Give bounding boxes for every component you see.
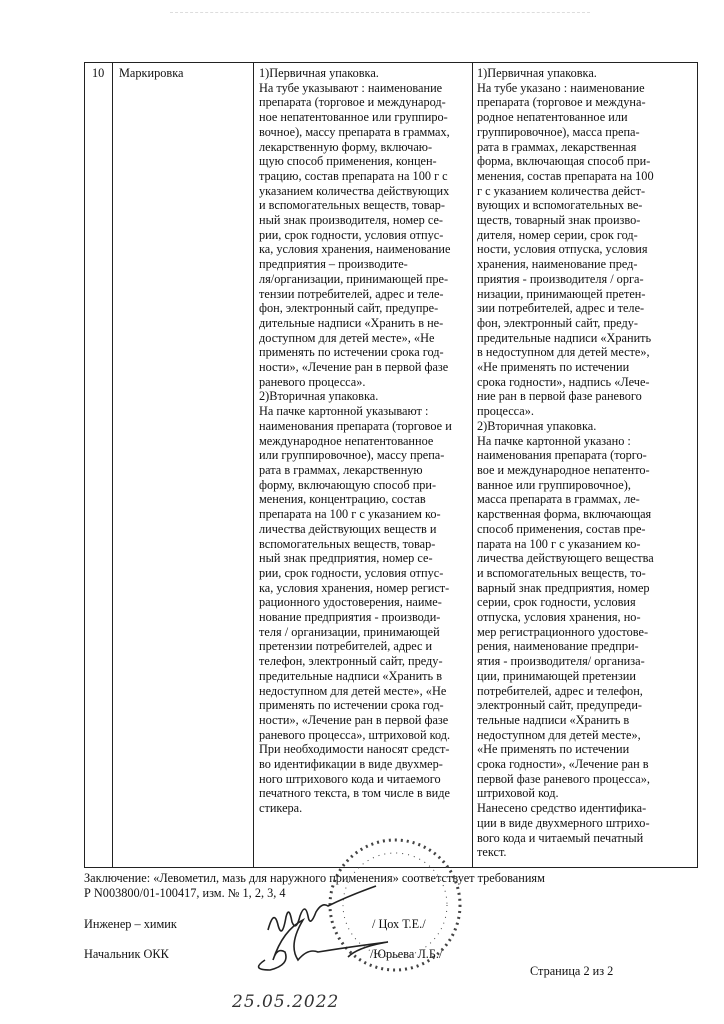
head-name: /Юрьева Л.Б./ <box>370 947 443 961</box>
text-line: 1)Первичная упаковка. <box>477 66 597 80</box>
text-line: препарата (торговое и междуна- <box>477 95 646 110</box>
text-line: парата на 100 г с указанием ко- <box>477 536 641 551</box>
text-line: и вспомогательных веществ, товар- <box>259 198 446 213</box>
text-line: печатного текста, в том числе в виде <box>259 786 450 801</box>
marking-table <box>84 62 698 868</box>
text-line: группировочное), масса препа- <box>477 124 640 139</box>
text-line: или группировочное), массу препа- <box>259 448 445 463</box>
column-divider <box>472 63 473 867</box>
text-line: На пачке картонной указывают : <box>259 404 429 419</box>
text-line: рационного удостоверения, наиме- <box>259 595 442 610</box>
conclusion-line-1: Заключение: «Левометил, мазь для наружного применения» соответствует требованиям <box>84 871 545 885</box>
text-line: При необходимости наносят средст- <box>259 742 450 757</box>
scan-noise <box>170 12 590 14</box>
engineer-title: Инженер – химик <box>84 917 177 931</box>
text-line: предительные надписи «Хранить <box>477 330 652 345</box>
text-line: На тубе указывают : наименование <box>259 80 443 95</box>
text-line: ка, условия хранения, наименование <box>259 242 451 257</box>
text-line: указанием количества действующих <box>259 183 450 198</box>
text-line: в недоступном для детей месте», <box>477 345 650 360</box>
text-line: лекарственную форму, включаю- <box>259 139 433 154</box>
text-line: вое и международное непатенто- <box>477 462 650 477</box>
text-line: доступном для детей месте», «Не <box>259 330 435 345</box>
column-divider <box>253 63 254 867</box>
text-line: рата в граммах, лекарственная <box>477 139 637 154</box>
text-line: ванное или группировочное), <box>477 477 631 492</box>
text-line: препарата на 100 г с указанием ко- <box>259 507 441 522</box>
text-line: форму, включающую способ при- <box>259 477 437 492</box>
text-line: дителя, номер серии, срок год- <box>477 227 638 242</box>
text-line: родное непатентованное или <box>477 110 628 125</box>
actual-text-column <box>477 66 654 860</box>
text-line: Нанесено средство идентифика- <box>477 801 647 816</box>
text-line: варный знак предприятия, номер <box>477 580 650 595</box>
head-signature <box>259 920 388 970</box>
text-line: препарата (торговое и международ- <box>259 95 446 110</box>
text-line: срока годности», надпись «Лече- <box>477 374 650 389</box>
text-line: 1)Первичная упаковка. <box>259 66 379 80</box>
text-line: ный знак предприятия, номер се- <box>259 551 433 566</box>
text-line: ществ, товарный знак произво- <box>477 213 641 228</box>
text-line: предприятия – производите- <box>259 257 408 272</box>
text-line: мер регистрационного удостове- <box>477 624 649 639</box>
text-line: стикера. <box>259 801 303 816</box>
text-line: недоступном для детей месте», «Не <box>259 683 447 698</box>
engineer-name: / Цох Т.Е./ <box>372 917 426 931</box>
text-line: потребителей, адрес и телефон, <box>477 683 643 698</box>
text-line: тензии потребителей, адрес и теле- <box>259 286 444 301</box>
text-line: применять по истечении срока год- <box>259 345 444 360</box>
text-line: телефон, электронный сайт, преду- <box>259 654 443 669</box>
text-line: приятия - производителя / орга- <box>477 271 644 286</box>
text-line: форма, включающая способ при- <box>477 154 651 169</box>
text-line: «Не применять по истечении <box>477 360 630 375</box>
text-line: 2)Вторичная упаковка. <box>477 418 597 433</box>
text-line: личества действующего вещества <box>477 551 654 566</box>
text-line: раневого процесса», штриховой код. <box>259 727 451 742</box>
text-line: менения, состав препарата на 100 <box>477 168 654 183</box>
text-line: низации, принимающей претен- <box>477 286 646 301</box>
text-line: трацию, состав препарата на 100 г с <box>259 168 448 183</box>
text-line: раневого процесса». <box>259 374 366 389</box>
text-line: рения, наименование предпри- <box>477 639 639 654</box>
text-line: вующих и вспомогательных ве- <box>477 198 643 213</box>
text-line: На пачке картонной указано : <box>477 433 631 448</box>
text-line: теля / организации, принимающей <box>259 624 440 639</box>
text-line: вспомогательных веществ, товар- <box>259 536 436 551</box>
text-line: ного штрихового кода и читаемого <box>259 771 441 786</box>
text-line: личества действующих веществ и <box>259 521 437 536</box>
text-line: хранения, наименование пред- <box>477 257 638 272</box>
text-line: рии, срок годности, условия отпус- <box>259 227 444 242</box>
text-line: наименования препарата (торго- <box>477 448 647 463</box>
page-number: Страница 2 из 2 <box>530 964 614 978</box>
text-line: ный знак производителя, номер се- <box>259 213 444 228</box>
text-line: электронный сайт, предупреди- <box>477 698 642 713</box>
conclusion-line-2: Р N003800/01-100417, изм. № 1, 2, 3, 4 <box>84 886 286 900</box>
text-line: зии потребителей, адрес и теле- <box>477 301 645 316</box>
text-line: ности», «Лечение ран в первой фазе <box>259 360 449 375</box>
text-line: ции в виде двухмерного штрихо- <box>477 815 650 830</box>
text-line: менения, концентрацию, состав <box>259 492 426 507</box>
text-line: применять по истечении срока год- <box>259 698 444 713</box>
row-number: 10 <box>92 66 105 80</box>
text-line: претензии потребителей, адрес и <box>259 639 433 654</box>
required-text-column <box>259 66 452 816</box>
text-line: нование предприятия - производи- <box>259 610 441 625</box>
column-divider <box>112 63 113 867</box>
text-line: способ применения, состав пре- <box>477 521 646 536</box>
text-line: международное непатентованное <box>259 433 434 448</box>
text-line: карственная форма, включающая <box>477 507 652 522</box>
text-line: ное непатентованное или группиро- <box>259 110 448 125</box>
text-line: и вспомогательных веществ, то- <box>477 565 646 580</box>
text-line: рии, срок годности, условия отпус- <box>259 565 444 580</box>
text-line: «Не применять по истечении <box>477 742 630 757</box>
text-line: дительные надписи «Хранить в не- <box>259 315 444 330</box>
text-line: фон, электронный сайт, преду- <box>477 315 638 330</box>
text-line: штриховой код. <box>477 786 559 801</box>
text-line: ятия - производителя/ организа- <box>477 654 645 669</box>
text-line: ности, условия отпуска, условия <box>477 242 648 257</box>
text-line: наименования препарата (торговое и <box>259 418 452 433</box>
text-line: срока годности», «Лечение ран в <box>477 757 649 772</box>
handwritten-date: 25.05.2022 <box>232 992 340 1012</box>
text-line: процесса». <box>477 404 534 419</box>
text-line: ние ран в первой фазе раневого <box>477 389 642 404</box>
text-line: масса препарата в граммах, ле- <box>477 492 640 507</box>
text-line: недоступном для детей месте», <box>477 727 641 742</box>
text-line: серии, срок годности, условия <box>477 595 636 610</box>
head-title: Начальник ОКК <box>84 947 169 961</box>
text-line: рата в граммах, лекарственную <box>259 462 423 477</box>
text-line: первой фазе раневого процесса», <box>477 771 650 786</box>
text-line: текст. <box>477 845 507 860</box>
text-line: щую способ применения, концен- <box>259 154 437 169</box>
text-line: во идентификации в виде двухмер- <box>259 757 443 772</box>
text-line: вого кода и читаемый печатный <box>477 830 644 845</box>
text-line: 2)Вторичная упаковка. <box>259 389 379 404</box>
row-label: Маркировка <box>119 66 184 80</box>
text-line: ка, условия хранения, номер регист- <box>259 580 450 595</box>
text-line: ности», «Лечение ран в первой фазе <box>259 712 449 727</box>
text-line: г с указанием количества дейст- <box>477 183 646 198</box>
text-line: вочное), массу препарата в граммах, <box>259 124 450 139</box>
text-line: предительные надписи «Хранить в <box>259 668 443 683</box>
text-line: фон, электронный сайт, предупре- <box>259 301 439 316</box>
text-line: ции, принимающей претензии <box>477 668 636 683</box>
text-line: тельные надписи «Хранить в <box>477 712 630 727</box>
text-line: ля/организации, принимающей пре- <box>259 271 449 286</box>
text-line: отпуска, условия хранения, но- <box>477 610 641 625</box>
text-line: На тубе указано : наименование <box>477 80 645 95</box>
